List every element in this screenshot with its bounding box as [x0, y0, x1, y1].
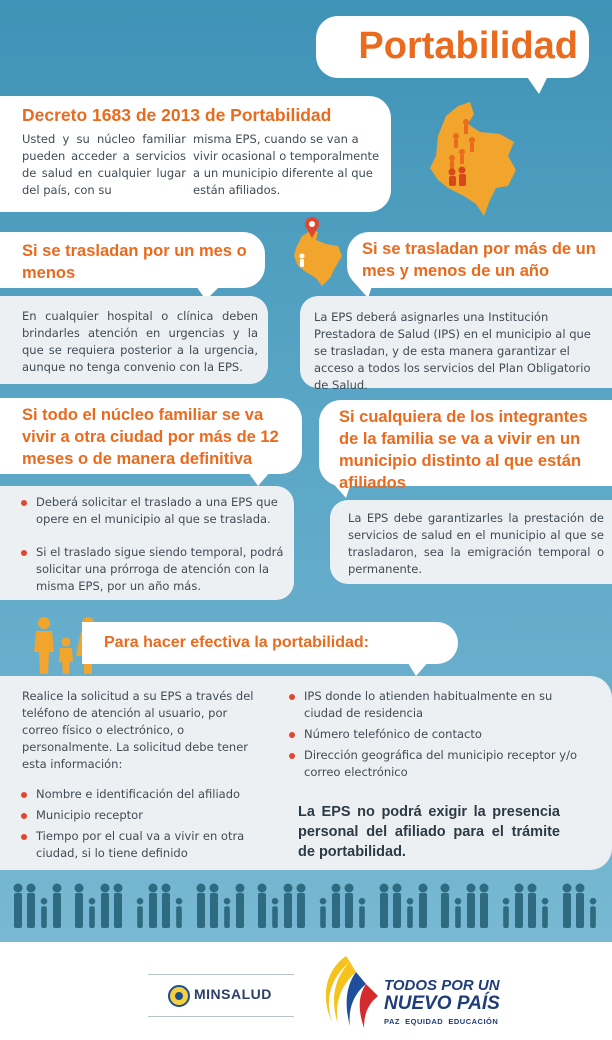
silhouette-head: [480, 884, 489, 893]
over-month-heading: Si se trasladan por más de un mes y menos de un año: [362, 240, 596, 280]
effective-heading: Para hacer efectiva la portabilidad:: [104, 634, 369, 651]
silhouette-head: [441, 884, 450, 893]
list-item: Nombre e identificación del afiliado: [20, 786, 270, 803]
effective-note: La EPS no podrá exigir la presencia personal del afiliado para el trámite de portabilidad.: [298, 804, 560, 860]
minsalud-divider-top: [148, 974, 294, 975]
silhouette-head: [272, 898, 279, 905]
silhouette-body: [197, 893, 205, 928]
people-silhouettes: [0, 878, 612, 930]
silhouette-body: [297, 893, 305, 928]
minsalud-divider-bottom: [148, 1016, 294, 1017]
silhouette-head: [320, 898, 327, 905]
decree-text-col1: Usted y su núcleo familiar pueden acceder a servicios de salud en cualquier lugar del país, con su: [22, 132, 186, 197]
silhouette-head: [297, 884, 306, 893]
silhouette-head: [380, 884, 389, 893]
any-member-heading: Si cualquiera de los integrantes de la familia se va a vivir en un municipio distinto al que están afiliados: [339, 408, 588, 492]
effective-intro: Realice la solicitud a su EPS a través del teléfono de atención al usuario, por correo físico o electrónico, o personalmente. La solicitud debe tener esta información:: [22, 689, 254, 771]
silhouette-body: [515, 893, 523, 928]
over-month-body: La EPS deberá asignarles una Institución Prestadora de Salud (IPS) en el municipio al que se trasladan, y de esta manera garantizar el acceso a todos los servicios del Plan Obligatorio de Salud.: [314, 310, 591, 392]
silhouette-head: [162, 884, 171, 893]
silhouette-body: [27, 893, 35, 928]
todos-logo-line1: TODOS POR UN: [384, 977, 500, 994]
silhouette-head: [332, 884, 341, 893]
silhouette-head: [41, 898, 48, 905]
decree-text-col2: misma EPS, cuando se van a vivir ocasional o temporalmente a un municipio diferente al que están afiliados.: [193, 132, 380, 197]
silhouette-body: [542, 906, 548, 928]
silhouette-body: [563, 893, 571, 928]
coat-of-arms-icon: [168, 984, 190, 1008]
todos-logo-tagline: PAZ EQUIDAD EDUCACIÓN: [384, 1017, 499, 1026]
map-pin-icon: [282, 212, 352, 292]
silhouette-body: [258, 893, 266, 928]
silhouette-body: [114, 893, 122, 928]
list-item: Dirección geográfica del municipio receptor y/o correo electrónico: [288, 747, 578, 781]
silhouette-head: [284, 884, 293, 893]
whole-family-heading: Si todo el núcleo familiar se va vivir a otra ciudad por más de 12 meses o de manera definitiva: [22, 406, 279, 468]
silhouette-head: [258, 884, 267, 893]
whole-family-list: [20, 494, 284, 595]
silhouette-head: [515, 884, 524, 893]
silhouette-head: [590, 898, 597, 905]
silhouette-body: [14, 893, 22, 928]
list-item: Deberá solicitar el traslado a una EPS que opere en el municipio al que se traslada.: [20, 494, 284, 528]
effective-right-list: [288, 688, 578, 781]
silhouette-body: [272, 906, 278, 928]
silhouette-head: [576, 884, 585, 893]
silhouette-body: [176, 906, 182, 928]
silhouette-body: [320, 906, 326, 928]
silhouette-head: [224, 898, 231, 905]
silhouette-body: [284, 893, 292, 928]
silhouette-head: [75, 884, 84, 893]
silhouette-body: [455, 906, 461, 928]
page-title: Portabilidad: [358, 25, 578, 67]
silhouette-head: [27, 884, 36, 893]
silhouette-body: [419, 893, 427, 928]
silhouette-body: [224, 906, 230, 928]
list-item: Número telefónico de contacto: [288, 726, 578, 743]
silhouette-head: [89, 898, 96, 905]
list-item: Si el traslado sigue siendo temporal, podrá solicitar una prórroga de atención con la misma EPS, por un año más.: [20, 544, 284, 595]
silhouette-head: [407, 898, 414, 905]
silhouette-body: [503, 906, 509, 928]
silhouette-body: [41, 906, 47, 928]
silhouette-body: [467, 893, 475, 928]
silhouette-head: [393, 884, 402, 893]
silhouette-head: [563, 884, 572, 893]
silhouette-body: [528, 893, 536, 928]
silhouette-head: [419, 884, 428, 893]
title-bubble-tail: [525, 74, 549, 94]
silhouette-body: [53, 893, 61, 928]
silhouette-head: [14, 884, 23, 893]
silhouette-body: [236, 893, 244, 928]
silhouette-head: [137, 898, 144, 905]
whole-family-bubble-tail: [248, 472, 270, 486]
effective-bubble-tail: [406, 660, 430, 676]
silhouette-body: [407, 906, 413, 928]
list-item: Tiempo por el cual va a vivir en otra ciudad, si lo tiene definido: [20, 828, 270, 862]
silhouette-head: [176, 898, 183, 905]
silhouette-body: [149, 893, 157, 928]
silhouette-head: [197, 884, 206, 893]
silhouette-body: [101, 893, 109, 928]
silhouette-body: [590, 906, 596, 928]
effective-left-list: [20, 786, 270, 862]
silhouette-body: [137, 906, 143, 928]
any-member-body: La EPS debe garantizarles la prestación de servicios de salud en el municipio al que se trasladaron, sea la emigración temporal o permanente.: [348, 511, 604, 576]
silhouette-head: [345, 884, 354, 893]
silhouette-body: [345, 893, 353, 928]
silhouette-head: [149, 884, 158, 893]
silhouette-body: [89, 906, 95, 928]
todos-flag-swoosh-icon: [316, 952, 382, 1032]
silhouette-head: [101, 884, 110, 893]
silhouette-head: [210, 884, 219, 893]
silhouette-head: [467, 884, 476, 893]
silhouette-head: [236, 884, 245, 893]
silhouette-body: [75, 893, 83, 928]
silhouette-body: [441, 893, 449, 928]
list-item: Municipio receptor: [20, 807, 270, 824]
silhouette-body: [332, 893, 340, 928]
decree-heading: Decreto 1683 de 2013 de Portabilidad: [22, 105, 332, 125]
list-item: IPS donde lo atienden habitualmente en su ciudad de residencia: [288, 688, 578, 722]
silhouette-head: [542, 898, 549, 905]
silhouette-body: [393, 893, 401, 928]
silhouette-body: [210, 893, 218, 928]
silhouette-body: [359, 906, 365, 928]
minsalud-logo-text: MINSALUD: [194, 986, 272, 1002]
colombia-map-icon: [404, 96, 534, 220]
silhouette-head: [359, 898, 366, 905]
one-month-heading: Si se trasladan por un mes o menos: [22, 242, 247, 282]
silhouette-body: [480, 893, 488, 928]
silhouette-head: [53, 884, 62, 893]
silhouette-head: [528, 884, 537, 893]
silhouette-head: [503, 898, 510, 905]
footer-background: [0, 942, 612, 1040]
one-month-body: En cualquier hospital o clínica deben brindarles atención en urgencias y la que se requiera posterior a la urgencia, aunque no tenga convenio con la EPS.: [22, 309, 258, 374]
todos-logo-line2: NUEVO PAÍS: [384, 993, 500, 1014]
silhouette-body: [162, 893, 170, 928]
silhouette-body: [576, 893, 584, 928]
silhouette-head: [114, 884, 123, 893]
silhouette-head: [455, 898, 462, 905]
silhouette-body: [380, 893, 388, 928]
